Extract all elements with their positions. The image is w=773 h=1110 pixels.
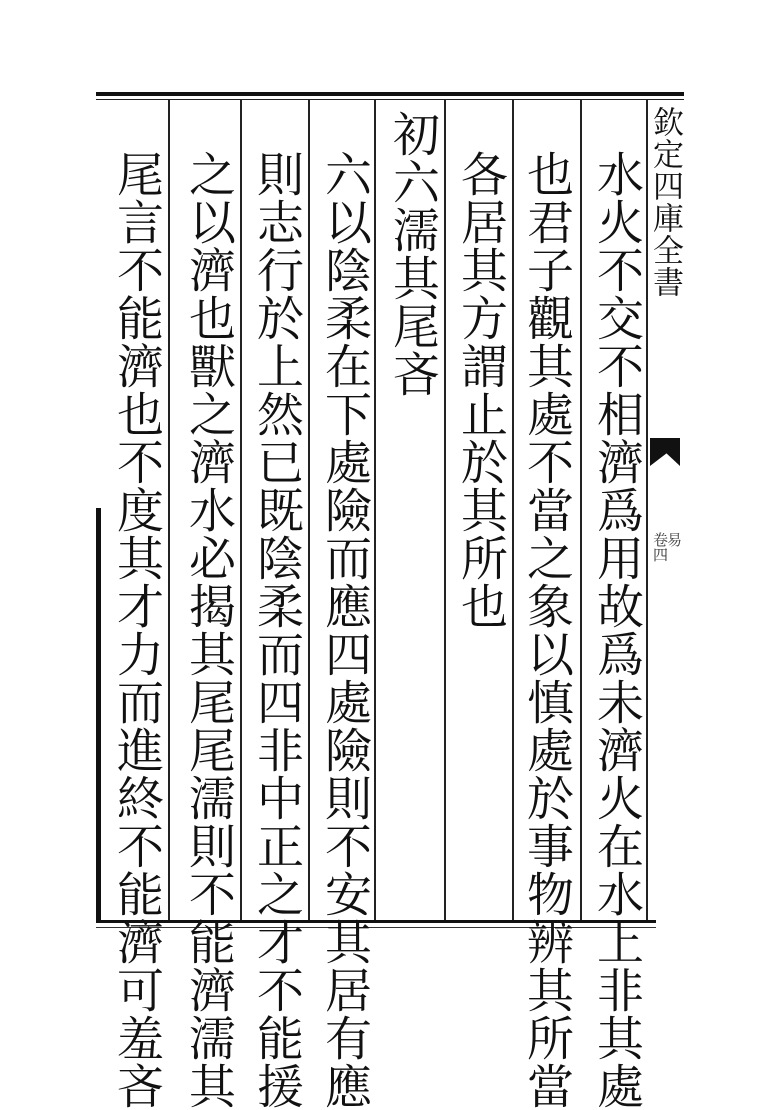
text-column-4: 初六濡其尾吝 [385, 110, 440, 398]
column-divider [512, 100, 514, 920]
top-border-rule [96, 92, 684, 96]
book-name: 易 [665, 532, 683, 547]
left-border-rule [96, 508, 101, 920]
text-column-8: 尾言不能濟也不度其才力而進終不能濟可羞吝 [109, 150, 164, 1110]
column-divider [168, 100, 170, 920]
text-column-6: 則志行於上然已既陰柔而四非中正之才不能援 [249, 150, 304, 1110]
book-title: 欽定四庫全書 [647, 106, 683, 298]
volume-label: 卷四 [651, 532, 669, 562]
text-column-1: 水火不交不相濟爲用故爲未濟火在水上非其處 [589, 150, 644, 1110]
fish-tail-mark-icon [650, 438, 680, 466]
column-divider [444, 100, 446, 920]
text-column-2: 也君子觀其處不當之象以慎處於事物辨其所當 [519, 150, 574, 1110]
text-column-3: 各居其方謂止於其所也 [453, 150, 508, 630]
column-divider [374, 100, 376, 920]
text-column-5: 六以陰柔在下處險而應四處險則不安其居有應 [317, 150, 372, 1110]
column-divider [308, 100, 310, 920]
top-border-inner-rule [96, 99, 684, 100]
column-divider [580, 100, 582, 920]
text-column-7: 之以濟也獸之濟水必揭其尾尾濡則不能濟濡其 [181, 150, 236, 1110]
page-margin-column [648, 100, 682, 920]
column-divider [240, 100, 242, 920]
